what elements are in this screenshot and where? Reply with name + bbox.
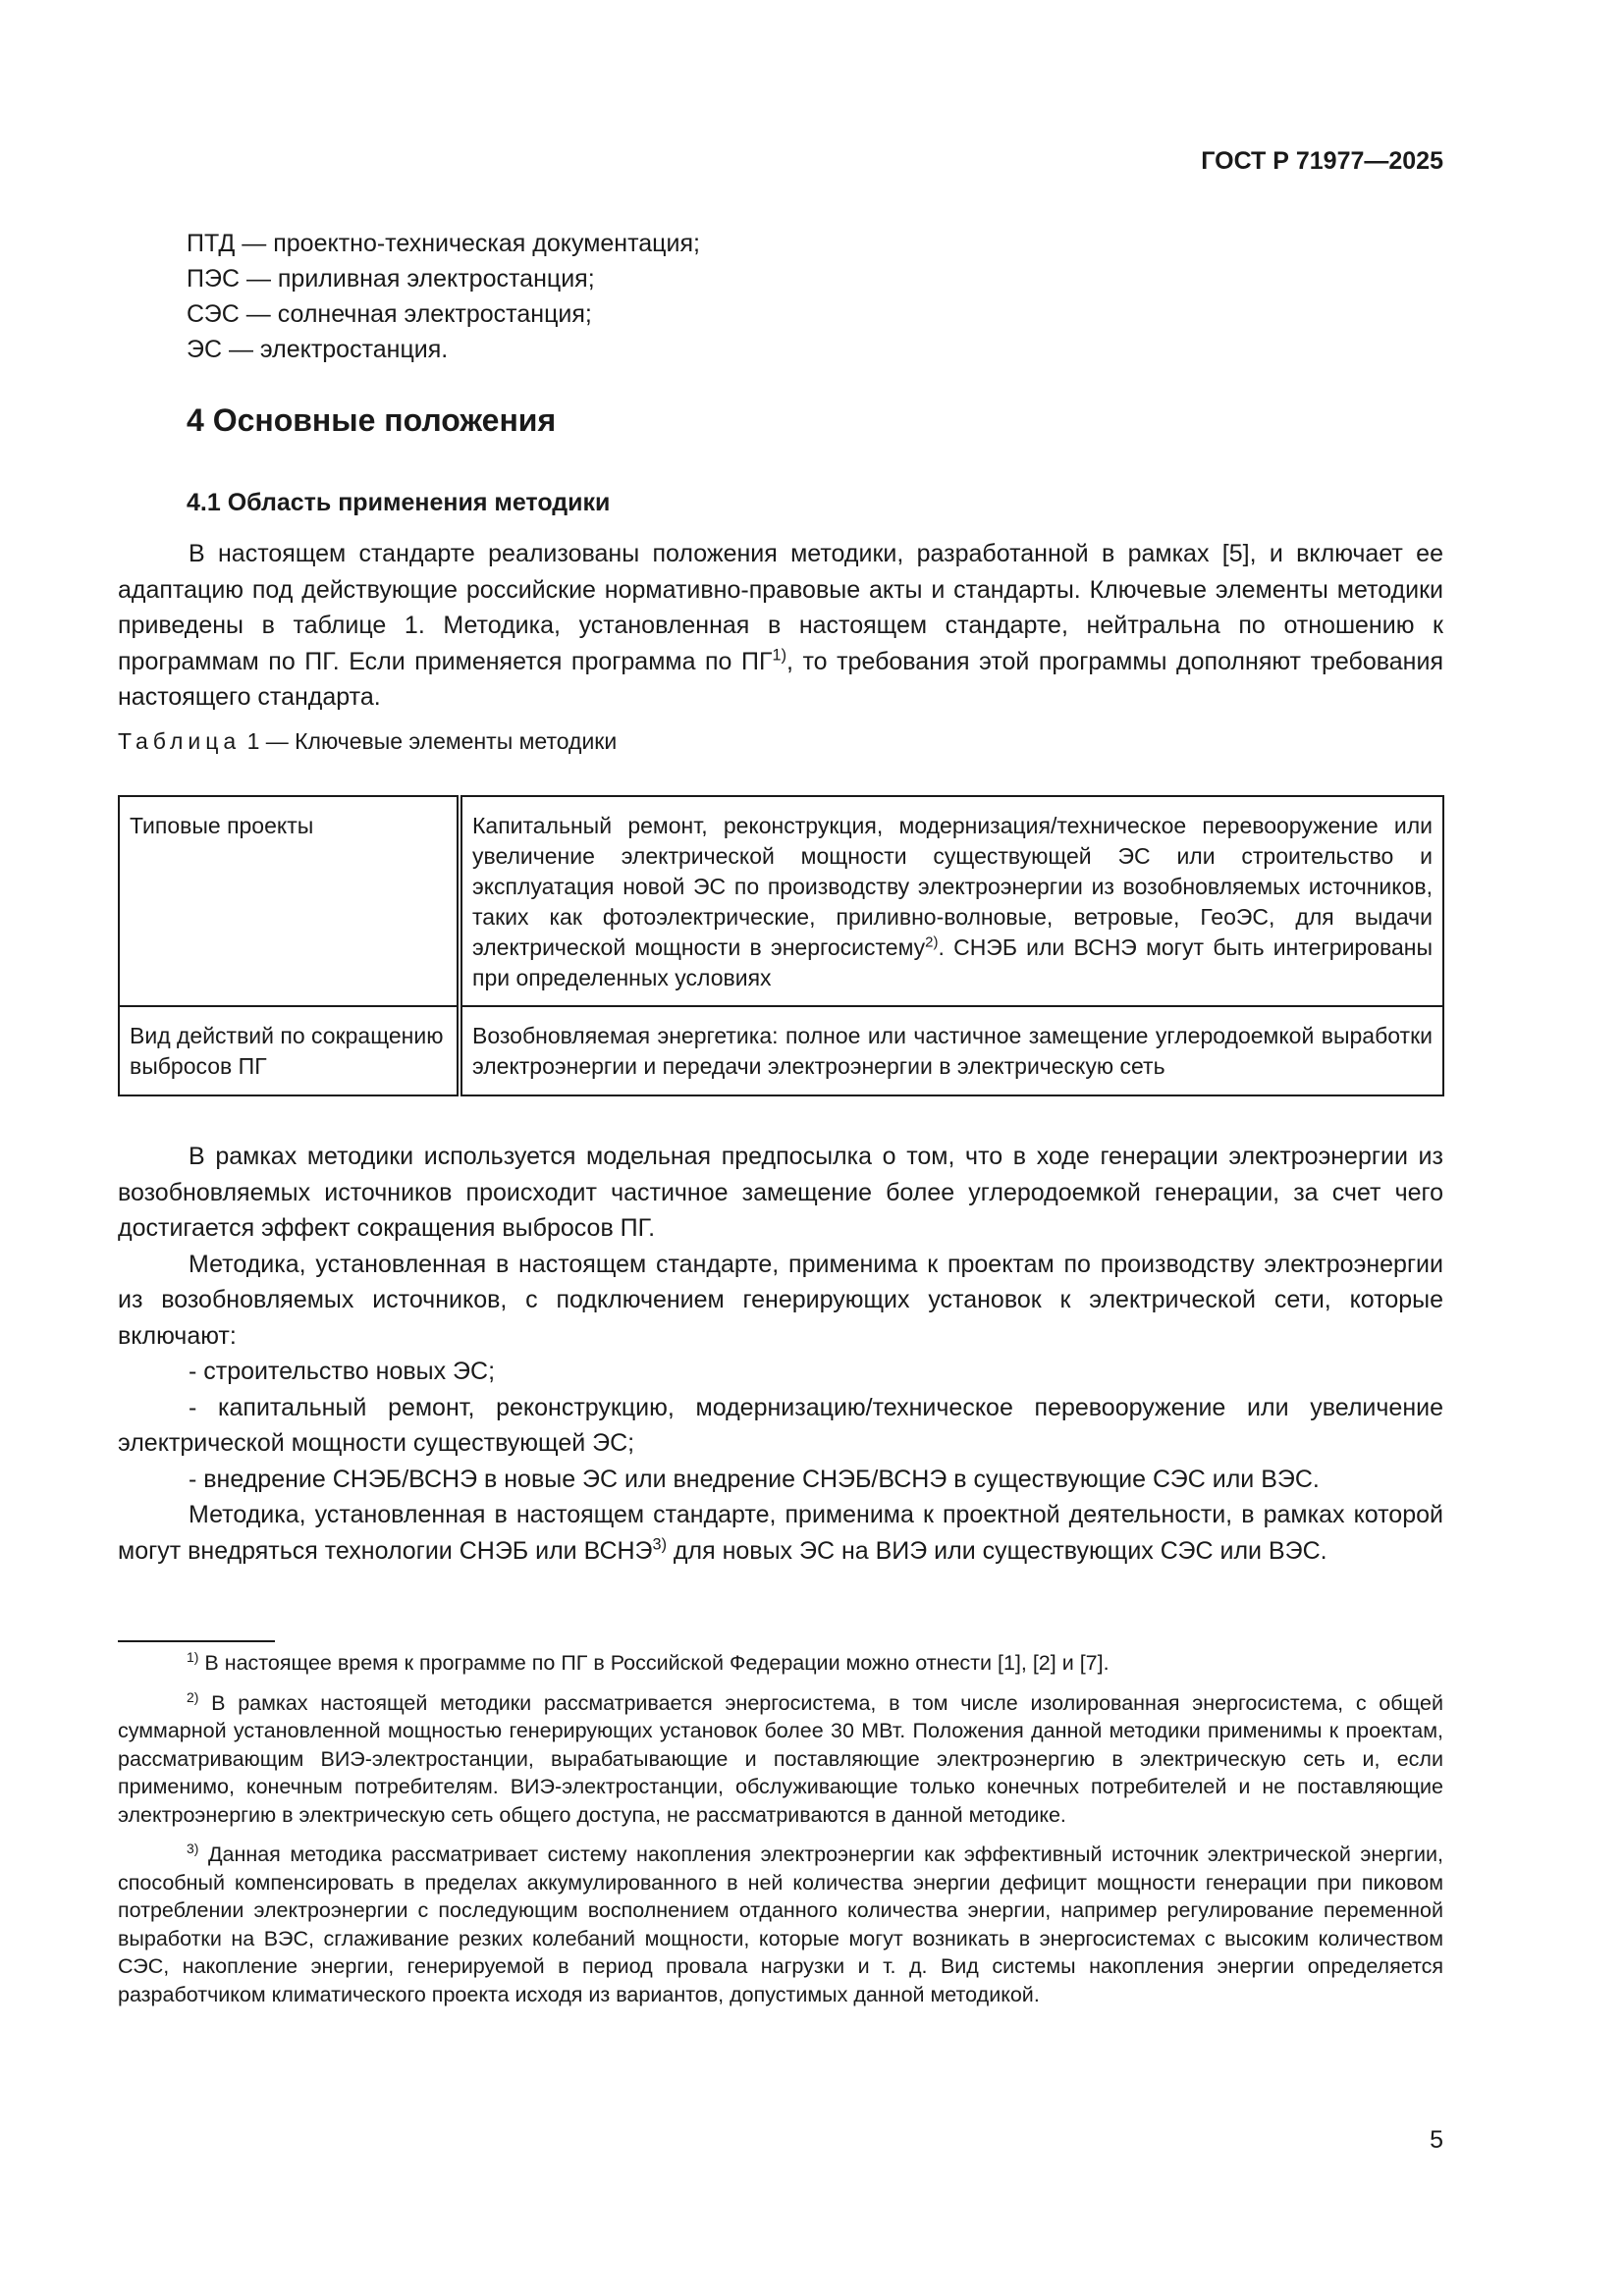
footnotes (118, 1649, 1443, 2020)
footnote-mark: 2) (187, 1688, 199, 1705)
list-item: - внедрение СНЭБ/ВСНЭ в новые ЭС или внедрение СНЭБ/ВСНЭ в существующие СЭС или ВЭС. (189, 1465, 1320, 1493)
footnote-ref-3: 3) (652, 1535, 667, 1554)
cell-text: Капитальный ремонт, реконструкция, модернизация/техническое перевооружение или увеличение электрической мощности существующей ЭС или строительство и эксплуатация новой ЭС по производству электроэнергии из возобновляемых источников, таких как фотоэлектрические, приливно-волновые, ветровые, ГеоЭС, для выдачи электрической мощности в энергосистему (472, 813, 1433, 960)
table-cell-label: Вид действий по сокращению выбросов ПГ (119, 1006, 460, 1095)
key-elements-table (118, 795, 1444, 1096)
table-cell-label: Типовые проекты (119, 796, 460, 1006)
abbreviation-item: СЭС — солнечная электростанция; (187, 300, 592, 328)
intro-text-end: , то требования этой программы дополняют требования настоящего стандарта. (118, 647, 1443, 711)
intro-text: В настоящем стандарте реализованы положения методики, разработанной в рамках [5], и включает ее адаптацию под действующие российские нормативно-правовые акты и стандарты. Ключевые элементы методики приведены в таблице 1. Методика, установленная в настоящем стандарте, нейтральна по отношению к программам по ПГ. Если применяется программа по ПГ (118, 540, 1443, 675)
list-item: - строительство новых ЭС; (189, 1358, 496, 1385)
body-text-span-end: для новых ЭС на ВИЭ или существующих СЭС или ВЭС. (666, 1536, 1327, 1565)
footnote-text: Данная методика рассматривает систему накопления электроэнергии как эффективный источник электрической энергии, способный компенсировать в пределах аккумулированного в ней количества энергии дефицит мощности генерации при пиковом потреблении электроэнергии с последующим восполнением отданного количества энергии, например регулирование переменной выработки на ВЭС, сглаживание резких колебаний мощности, которые могут возникать в энергосистемах с высоким количеством СЭС, накопление энергии, генерируемой в период провала нагрузки и т. д. Вид системы накопления энергии определяется разработчиком климатического проекта исходя из вариантов, допустимых данной методикой. (118, 1842, 1443, 2006)
subsection-title: 4.1 Область применения методики (187, 489, 611, 516)
footnote-mark: 3) (187, 1840, 199, 1856)
table-cell-value: Возобновляемая энергетика: полное или частичное замещение углеродоемкой выработки электроэнергии и передачи электроэнергии в электрическую сеть (460, 1006, 1443, 1095)
abbreviation-item: ПТД — проектно-техническая документация; (187, 230, 700, 257)
abbreviation-item: ЭС — электростанция. (187, 336, 449, 363)
page-number: 5 (1430, 2126, 1443, 2154)
footnote (118, 1689, 1443, 1830)
abbreviations-list (187, 226, 700, 367)
abbreviation-item: ПЭС — приливная электростанция; (187, 265, 595, 293)
footnote-ref-1: 1) (772, 646, 786, 665)
section-title: 4 Основные положения (187, 402, 557, 438)
body-text-span: Методика, установленная в настоящем стандарте, применима к проектной деятельности, в рамках которой могут внедряться технологии СНЭБ или ВСНЭ (118, 1501, 1443, 1565)
table-caption (118, 728, 617, 755)
intro-paragraph (118, 536, 1443, 716)
table-caption-text: 1 — Ключевые элементы методики (246, 728, 618, 754)
cell-text-end: . СНЭБ или ВСНЭ могут быть интегрированы при определенных условиях (472, 934, 1433, 990)
footnote (118, 1841, 1443, 2008)
document-code: ГОСТ Р 71977—2025 (1201, 147, 1443, 175)
footnote-ref-2: 2) (925, 934, 939, 951)
footnote-mark: 1) (187, 1648, 199, 1665)
footnote (118, 1649, 1443, 1678)
footnote-text: В настоящее время к программе по ПГ в Российской Федерации можно отнести [1], [2] и [7]. (198, 1651, 1110, 1675)
table-row (119, 1006, 1443, 1095)
body-paragraph (118, 1497, 1443, 1569)
footnote-text: В рамках настоящей методики рассматривается энергосистема, в том числе изолированная энергосистема, с общей суммарной установленной мощностью генерирующих установок более 30 МВт. Положения данной методики применимы к проектам, рассматривающим ВИЭ-электростанции, вырабатывающие и поставляющие электроэнергию в электрическую сеть и, если применимо, конечным потребителям. ВИЭ-электростанции, обслуживающие только конечных потребителей и не поставляющие электроэнергию в электрическую сеть общего доступа, не рассматриваются в данной методике. (118, 1690, 1443, 1827)
list-item: - капитальный ремонт, реконструкцию, модернизацию/техническое перевооружение или увеличение электрической мощности существующей ЭС; (118, 1393, 1443, 1457)
table-caption-label: Таблица (118, 728, 242, 754)
body-paragraph: В рамках методики используется модельная предпосылка о том, что в ходе генерации электроэнергии из возобновляемых источников происходит частичное замещение более углеродоемкой генерации, за счет чего достигается эффект сокращения выбросов ПГ. (118, 1143, 1443, 1242)
table-cell-value (460, 796, 1443, 1006)
footnote-separator (118, 1640, 275, 1642)
table-row (119, 796, 1443, 1006)
body-text (118, 1139, 1443, 1569)
body-paragraph: Методика, установленная в настоящем стандарте, применима к проектам по производству электроэнергии из возобновляемых источников, с подключением генерирующих установок к электрической сети, которые включают: (118, 1250, 1443, 1350)
